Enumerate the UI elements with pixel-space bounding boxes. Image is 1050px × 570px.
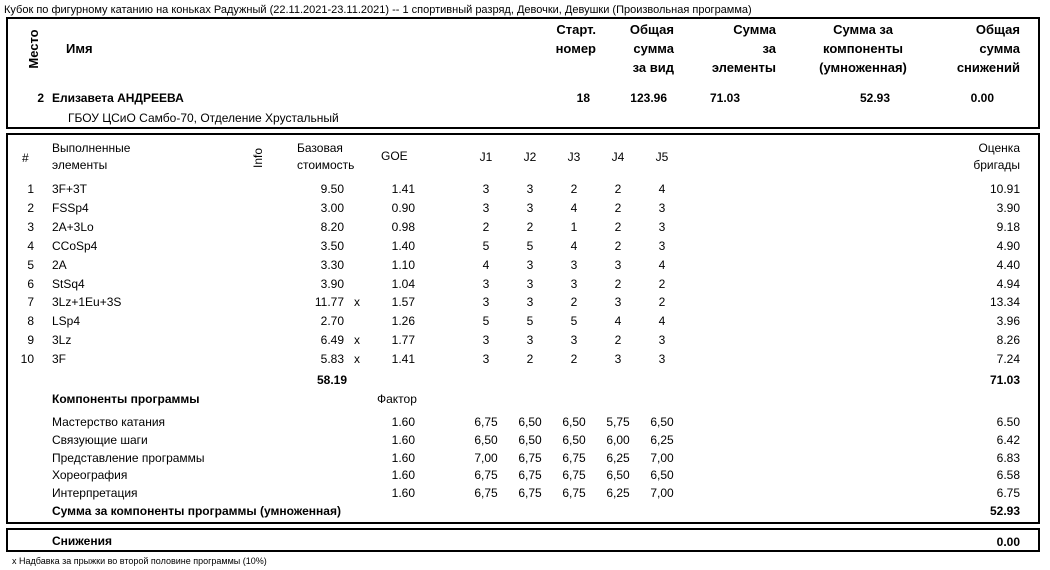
skater-name: Елизавета АНДРЕЕВА [52,91,184,105]
component-judge-score: 6,50 [606,468,630,483]
component-name: Хореография [52,468,128,483]
element-panel-score: 4.90 [996,238,1020,253]
component-judge-score: 6,75 [562,468,586,483]
element-number: 9 [27,333,34,348]
element-panel-score: 10.91 [989,182,1020,196]
element-judge-score: 4 [482,257,490,272]
skater-tes: 71.03 [709,91,740,105]
element-judge-score: 5 [526,238,534,253]
element-judge-score: 3 [482,295,490,310]
element-number: 1 [27,182,34,196]
component-panel-score: 6.75 [996,486,1020,501]
element-judge-score: 2 [658,295,666,310]
element-judge-score: 2 [482,219,490,234]
page-title: Кубок по фигурному катанию на коньках Радужный (22.11.2021-23.11.2021) -- 1 спортивный разряд, Девочки, Девушки (Произвольная программа) [4,4,752,16]
total-score-header: Общая сумма за вид [629,22,674,75]
component-judge-score: 6,75 [518,450,542,465]
element-judge-score: 2 [614,182,622,196]
component-judge-score: 6,50 [518,432,542,447]
element-judge-score: 3 [614,257,622,272]
element-name: 3Lz+1Eu+3S [52,295,122,310]
element-name: 2A [52,257,67,272]
judge-header-j2: J2 [523,150,537,164]
tes-header: Сумма за элементы [711,22,776,75]
elements-total-base: 58.19 [316,373,347,387]
element-number: 6 [27,276,34,291]
element-judge-score: 2 [570,182,578,196]
component-judge-score: 6,75 [474,415,498,429]
component-factor: 1.60 [391,450,415,465]
component-name: Интерпретация [52,486,138,501]
element-judge-score: 4 [658,314,666,329]
component-factor: 1.60 [391,486,415,501]
component-judge-score: 6,50 [562,432,586,447]
element-judge-score: 3 [526,333,534,348]
element-goe: 1.40 [391,238,415,253]
elements-total-score: 71.03 [989,373,1020,387]
element-bonus-mark: x [354,295,360,310]
element-number: 2 [27,200,34,215]
component-panel-score: 6.42 [996,432,1020,447]
element-judge-score: 3 [658,352,666,367]
element-goe: 0.90 [391,200,415,215]
element-goe: 1.26 [391,314,415,329]
footnote: x Надбавка за прыжки во второй половине программы (10%) [12,556,267,566]
element-judge-score: 3 [658,238,666,253]
pcs-total-label: Сумма за компоненты программы (умноженная) [52,504,341,518]
name-header: Имя [66,41,93,56]
element-judge-score: 3 [658,333,666,348]
element-goe: 1.77 [391,333,415,348]
element-judge-score: 3 [614,352,622,367]
base-value-header: Базовая стоимость [297,141,355,172]
element-judge-score: 2 [614,238,622,253]
element-base-value: 9.50 [320,182,344,196]
element-judge-score: 3 [658,219,666,234]
element-goe: 1.41 [391,352,415,367]
component-name: Мастерство катания [52,415,166,429]
element-bonus-mark: x [354,333,360,348]
component-judge-score: 7,00 [474,450,498,465]
element-judge-score: 3 [482,333,490,348]
component-judge-score: 6,75 [474,486,498,501]
element-panel-score: 7.24 [996,352,1020,367]
element-number: 3 [27,219,34,234]
element-panel-score: 3.96 [996,314,1020,329]
pcs-total-value: 52.93 [989,504,1020,518]
info-header: Info [251,148,265,169]
component-panel-score: 6.58 [996,468,1020,483]
element-judge-score: 3 [482,352,490,367]
components-header: Компоненты программы [52,392,200,406]
element-goe: 0.98 [391,219,415,234]
element-judge-score: 4 [658,257,666,272]
component-judge-score: 6,75 [562,450,586,465]
deductions-header: Общая сумма снижений [956,22,1020,75]
element-bonus-mark: x [354,352,360,367]
skater-total: 123.96 [630,91,667,105]
skater-club: ГБОУ ЦСиО Самбо-70, Отделение Хрустальный [68,111,339,125]
element-judge-score: 2 [570,352,578,367]
element-judge-score: 3 [570,257,578,272]
element-base-value: 3.30 [320,257,344,272]
element-panel-score: 13.34 [989,295,1020,310]
component-name: Связующие шаги [52,432,148,447]
component-judge-score: 6,50 [518,415,542,429]
elements-header: Выполненные элементы [52,141,131,172]
element-goe: 1.41 [391,182,415,196]
component-factor: 1.60 [391,415,415,429]
element-panel-score: 3.90 [996,200,1020,215]
element-judge-score: 3 [526,182,534,196]
element-judge-score: 3 [658,200,666,215]
element-judge-score: 2 [526,219,534,234]
element-judge-score: 5 [482,238,490,253]
judge-header-j5: J5 [655,150,669,164]
component-panel-score: 6.50 [996,415,1020,429]
num-header: # [22,151,29,165]
element-name: 3F+3T [52,182,88,196]
element-goe: 1.10 [391,257,415,272]
component-judge-score: 6,75 [562,486,586,501]
element-judge-score: 2 [658,276,666,291]
element-judge-score: 5 [526,314,534,329]
element-panel-score: 4.40 [996,257,1020,272]
element-judge-score: 4 [570,200,578,215]
element-number: 10 [20,352,34,367]
element-judge-score: 3 [526,295,534,310]
place-header: Место [26,29,41,69]
component-panel-score: 6.83 [996,450,1020,465]
component-judge-score: 6,25 [606,450,630,465]
panel-score-header: Оценка бригады [973,141,1020,172]
component-judge-score: 6,25 [650,432,674,447]
element-name: CCoSp4 [52,238,98,253]
element-judge-score: 4 [658,182,666,196]
skater-place: 2 [37,91,44,105]
component-judge-score: 6,75 [518,486,542,501]
deductions-value: 0.00 [996,535,1020,549]
element-panel-score: 4.94 [996,276,1020,291]
start-no-header: Старт. номер [555,22,596,56]
component-factor: 1.60 [391,468,415,483]
element-base-value: 3.90 [320,276,344,291]
element-name: 3Lz [52,333,72,348]
element-judge-score: 3 [570,276,578,291]
element-judge-score: 1 [570,219,578,234]
element-base-value: 5.83 [320,352,344,367]
component-judge-score: 6,75 [474,468,498,483]
element-judge-score: 5 [570,314,578,329]
element-judge-score: 2 [570,295,578,310]
element-judge-score: 3 [526,200,534,215]
element-judge-score: 3 [570,333,578,348]
deductions-box [6,528,1040,552]
element-judge-score: 2 [614,219,622,234]
component-judge-score: 6,50 [562,415,586,429]
component-judge-score: 6,50 [650,415,674,429]
element-goe: 1.04 [391,276,415,291]
element-base-value: 6.49 [320,333,344,348]
component-judge-score: 6,50 [474,432,498,447]
element-number: 7 [27,295,34,310]
element-judge-score: 2 [614,276,622,291]
component-judge-score: 6,50 [650,468,674,483]
element-name: 3F [52,352,67,367]
element-judge-score: 3 [482,200,490,215]
element-name: 2A+3Lo [52,219,94,234]
element-number: 4 [27,238,34,253]
goe-header: GOE [381,149,408,163]
element-judge-score: 4 [570,238,578,253]
component-judge-score: 7,00 [650,450,674,465]
element-judge-score: 3 [526,276,534,291]
element-base-value: 3.50 [320,238,344,253]
element-panel-score: 8.26 [996,333,1020,348]
component-judge-score: 6,25 [606,486,630,501]
skater-start-no: 18 [576,91,590,105]
element-panel-score: 9.18 [996,219,1020,234]
element-base-value: 8.20 [320,219,344,234]
skater-deductions: 0.00 [970,91,994,105]
element-judge-score: 2 [614,333,622,348]
element-judge-score: 2 [526,352,534,367]
element-number: 8 [27,314,34,329]
element-judge-score: 3 [526,257,534,272]
element-base-value: 3.00 [320,200,344,215]
element-judge-score: 2 [614,200,622,215]
element-base-value: 2.70 [320,314,344,329]
component-judge-score: 6,00 [606,432,630,447]
element-judge-score: 3 [614,295,622,310]
component-judge-score: 7,00 [650,486,674,501]
component-factor: 1.60 [391,432,415,447]
component-name: Представление программы [52,450,205,465]
factor-header: Фактор [377,392,417,406]
element-goe: 1.57 [391,295,415,310]
pcs-header: Сумма за компоненты (умноженная) [819,22,907,75]
element-judge-score: 4 [614,314,622,329]
element-judge-score: 5 [482,314,490,329]
element-base-value: 11.77 [314,295,344,310]
element-judge-score: 3 [482,276,490,291]
deductions-label: Снижения [52,534,112,548]
judge-header-j1: J1 [479,150,493,164]
element-judge-score: 3 [482,182,490,196]
element-name: FSSp4 [52,200,89,215]
element-name: LSp4 [52,314,81,329]
component-judge-score: 5,75 [606,415,630,429]
component-judge-score: 6,75 [518,468,542,483]
judge-header-j3: J3 [567,150,581,164]
skater-pcs: 52.93 [859,91,890,105]
element-number: 5 [27,257,34,272]
element-name: StSq4 [52,276,85,291]
judge-header-j4: J4 [611,150,625,164]
